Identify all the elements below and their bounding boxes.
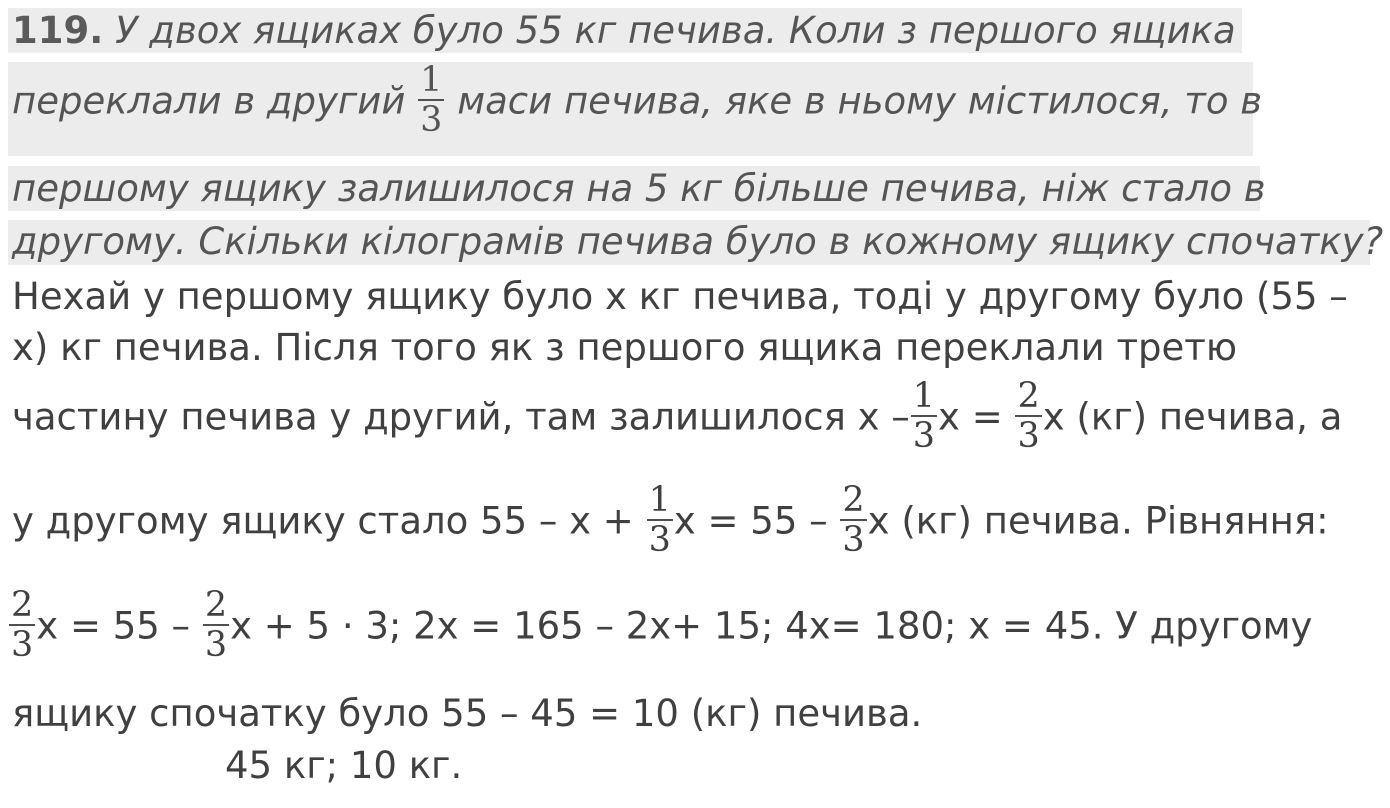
solution-text-5a: x = 55 – [36,604,191,648]
answer-line: 45 кг; 10 кг. [225,744,463,787]
fraction-two-thirds: $\frac{2}{3}$ [11,585,34,665]
solution-text-4c: x (кг) печива. Рівняння: [867,499,1329,543]
fraction-two-thirds: $\frac{2}{3}$ [842,480,865,560]
problem-number: 119. [12,9,104,52]
fraction-one-third: $\frac{1}{3}$ [912,376,936,456]
problem-line-1 [12,11,1236,51]
problem-line-2 [12,60,1263,142]
solution-text-4a: у другому ящику стало 55 – x + [12,499,634,543]
problem-line-3: першому ящику залишилося на 5 кг більше печива, ніж стало в [12,167,1266,210]
fraction-one-third: $\frac{1}{3}$ [648,480,671,560]
solution-text-5b: x + 5 · 3; 2x = 165 – 2x+ 15; 4x= 180; x = 45. У другому [230,604,1313,648]
solution-line-5 [8,585,1313,667]
fraction-one-third: $\frac{1}{3}$ [420,60,443,140]
problem-line-4: другому. Скільки кілограмів печива було в кожному ящику спочатку? [12,220,1384,263]
problem-text-2b: маси печива, яке в ньому містилося, то в [457,79,1263,123]
solution-line-3 [12,376,1343,458]
fraction-two-thirds: $\frac{2}{3}$ [204,585,228,665]
solution-line-1: Нехай у першому ящику було x кг печива, тоді у другому було (55 – [12,275,1348,318]
solution-text-4b: x = 55 – [673,499,828,543]
solution-text-3b: x = [938,395,1003,439]
solution-line-2: x) кг печива. Після того як з першого ящика переклали третю [12,326,1237,369]
solution-text-3c: x (кг) печива, а [1042,395,1343,439]
fraction-two-thirds: $\frac{2}{3}$ [1017,376,1040,456]
solution-text-3a: частину печива у другий, там залишилося x – [12,395,910,439]
problem-text-2a: переклали в другий [12,79,406,123]
problem-text-1: У двох ящиках було 55 кг печива. Коли з першого ящика [115,9,1236,52]
solution-line-4 [12,480,1329,562]
solution-line-6: ящику спочатку було 55 – 45 = 10 (кг) печива. [12,692,923,735]
